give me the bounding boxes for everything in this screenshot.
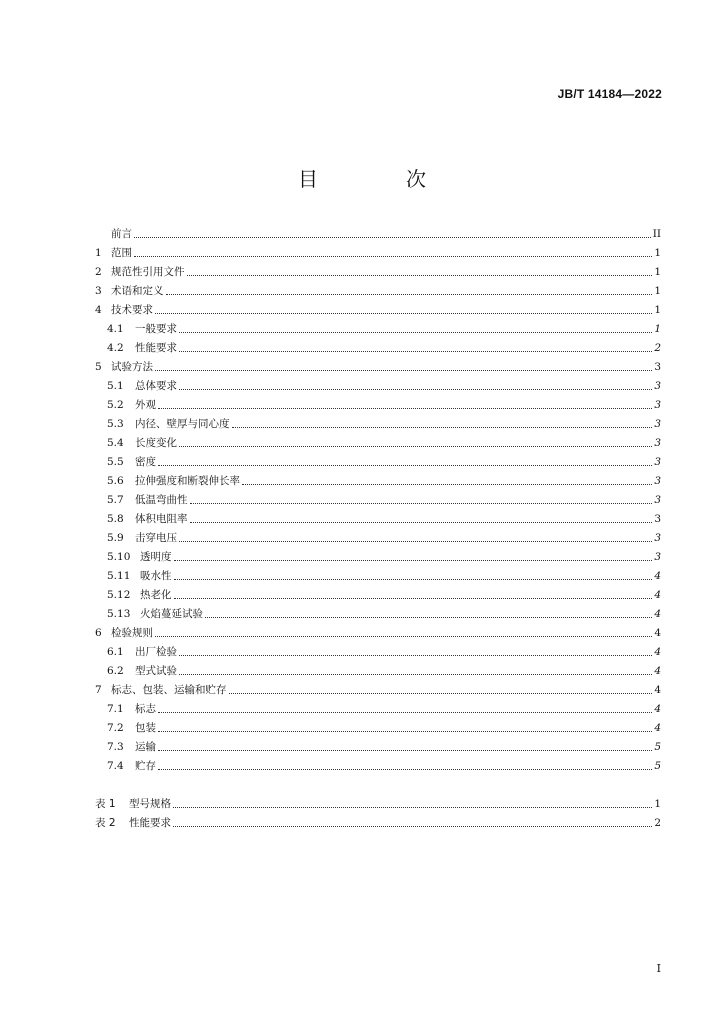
- toc-entry[interactable]: [95, 222, 661, 241]
- toc-entry-title: 标志: [135, 703, 156, 715]
- toc-entry[interactable]: [95, 317, 661, 336]
- dot-leader: [179, 446, 652, 447]
- toc-entry-number: 表 1: [95, 798, 116, 810]
- toc-entry-title: 击穿电压: [135, 532, 177, 544]
- toc-entry[interactable]: [95, 678, 661, 697]
- dot-leader: [179, 655, 652, 656]
- toc-entry-page: 3: [654, 532, 661, 544]
- toc-entry-title: 标志、包装、运输和贮存: [111, 684, 227, 696]
- toc-entry-page: 3: [654, 475, 661, 487]
- toc-entry-number: 4: [95, 304, 102, 316]
- toc-entry-title: 内径、壁厚与同心度: [135, 418, 230, 430]
- toc-entry-number: 5.3: [107, 418, 124, 430]
- toc-entry-title: 运输: [135, 741, 156, 753]
- toc-entry-page: 5: [654, 741, 661, 753]
- dot-leader: [242, 484, 652, 485]
- toc-entry-number: 5.8: [107, 513, 124, 525]
- dot-leader: [158, 750, 652, 751]
- toc-entry-page: 3: [654, 361, 661, 373]
- toc-entry[interactable]: [95, 697, 661, 716]
- dot-leader: [174, 579, 653, 580]
- toc-entry-number: 6.2: [107, 665, 124, 677]
- dot-leader: [179, 332, 652, 333]
- toc-entry-page: 4: [654, 722, 661, 734]
- toc-entry-page: 2: [654, 342, 661, 354]
- dot-leader: [158, 769, 652, 770]
- toc-entry[interactable]: [95, 507, 661, 526]
- toc-entry-page: 3: [654, 513, 661, 525]
- dot-leader: [190, 503, 653, 504]
- dot-leader: [155, 313, 652, 314]
- toc-entry-page: 3: [654, 551, 661, 563]
- toc-entry-title: 火焰蔓延试验: [140, 608, 203, 620]
- dot-leader: [179, 674, 652, 675]
- toc-entry-number: 6: [95, 627, 102, 639]
- toc-entry-number: 4.1: [107, 323, 124, 335]
- toc-entry-page: 1: [654, 247, 661, 259]
- toc-entry-title: 外观: [135, 399, 156, 411]
- dot-leader: [173, 826, 652, 827]
- toc-entry-title: 包装: [135, 722, 156, 734]
- toc-entry-number: 7.2: [107, 722, 124, 734]
- toc-entry-title: 技术要求: [111, 304, 153, 316]
- toc-entry-title: 总体要求: [135, 380, 177, 392]
- toc-entry[interactable]: [95, 602, 661, 621]
- dot-leader: [134, 256, 652, 257]
- toc-entry-title: 术语和定义: [111, 285, 164, 297]
- page-number: I: [656, 962, 661, 975]
- toc-entry[interactable]: [95, 526, 661, 545]
- toc-entry-title: 型号规格: [129, 798, 171, 810]
- toc-entry[interactable]: [95, 545, 661, 564]
- dot-leader: [166, 294, 653, 295]
- toc-entry[interactable]: [95, 640, 661, 659]
- toc-entry-page: 4: [654, 703, 661, 715]
- toc-entry-number: 5: [95, 361, 102, 373]
- dot-leader: [232, 427, 653, 428]
- toc-entry-page: 1: [654, 798, 661, 810]
- toc-entry[interactable]: [95, 336, 661, 355]
- toc-entry-title: 低温弯曲性: [135, 494, 188, 506]
- toc-entry-number: 5.4: [107, 437, 124, 449]
- toc-entry-number: 7.4: [107, 760, 124, 772]
- toc-entry-title: 范围: [111, 247, 132, 259]
- dot-leader: [158, 712, 652, 713]
- dot-leader: [158, 731, 652, 732]
- toc-entry-title: 透明度: [140, 551, 172, 563]
- toc-entry[interactable]: [95, 279, 661, 298]
- toc-entry-page: 4: [654, 684, 661, 696]
- toc-entry-number: 5.7: [107, 494, 124, 506]
- toc-entry-page: 4: [654, 589, 661, 601]
- page-title: 目 次: [298, 167, 460, 191]
- toc-entry[interactable]: [95, 792, 661, 811]
- toc-entry[interactable]: [95, 754, 661, 773]
- toc-entry-number: 5.10: [107, 551, 131, 563]
- toc-entry-page: 5: [654, 760, 661, 772]
- toc-entry-title: 贮存: [135, 760, 156, 772]
- toc-entry-number: 5.11: [107, 570, 131, 582]
- toc-entry-number: 6.1: [107, 646, 124, 658]
- toc-entry-number: 7: [95, 684, 102, 696]
- toc-entry-title: 检验规则: [111, 627, 153, 639]
- toc-entry-page: 1: [654, 266, 661, 278]
- toc-entry-number: 5.5: [107, 456, 124, 468]
- toc-entry[interactable]: [95, 621, 661, 640]
- toc-entry-number: 5.12: [107, 589, 131, 601]
- dot-leader: [179, 541, 652, 542]
- toc-entry-page: 3: [654, 399, 661, 411]
- toc-entry[interactable]: [95, 488, 661, 507]
- toc-entry-title: 试验方法: [111, 361, 153, 373]
- toc-entry-title: 体积电阻率: [135, 513, 188, 525]
- toc-entry-page: 4: [654, 646, 661, 658]
- toc-entry-title: 前言: [111, 228, 132, 240]
- dot-leader: [205, 617, 652, 618]
- toc-entry[interactable]: [95, 393, 661, 412]
- toc-entry[interactable]: [95, 450, 661, 469]
- toc-entry-number: 5.9: [107, 532, 124, 544]
- toc-entry-title: 性能要求: [129, 817, 171, 829]
- toc-entry-page: 4: [654, 627, 661, 639]
- dot-leader: [187, 275, 653, 276]
- toc-entry[interactable]: [95, 583, 661, 602]
- toc-entry-title: 拉伸强度和断裂伸长率: [135, 475, 240, 487]
- dot-leader: [174, 598, 653, 599]
- dot-leader: [158, 465, 652, 466]
- toc-entry-number: 4.2: [107, 342, 124, 354]
- toc-entry-page: 4: [654, 570, 661, 582]
- toc-entry-number: 5.2: [107, 399, 124, 411]
- toc-entry[interactable]: [95, 735, 661, 754]
- toc-entry-page: 4: [654, 608, 661, 620]
- toc-entry[interactable]: [95, 431, 661, 450]
- toc-entry-page: 3: [654, 380, 661, 392]
- toc-entry[interactable]: [95, 241, 661, 260]
- dot-leader: [173, 807, 652, 808]
- dot-leader: [179, 389, 652, 390]
- dot-leader: [155, 370, 652, 371]
- toc-entry-number: 7.3: [107, 741, 124, 753]
- table-list: [95, 792, 661, 830]
- dot-leader: [134, 237, 651, 238]
- toc-entry-number: 5.1: [107, 380, 124, 392]
- toc-entry[interactable]: [95, 412, 661, 431]
- dot-leader: [190, 522, 653, 523]
- toc-entry-title: 热老化: [140, 589, 172, 601]
- standard-number: JB/T 14184—2022: [557, 87, 662, 101]
- toc-entry-page: 1: [654, 323, 661, 335]
- toc-entry-number: 3: [95, 285, 102, 297]
- toc-entry-number: 5.13: [107, 608, 131, 620]
- toc-entry-page: 2: [654, 817, 661, 829]
- toc-entry-title: 长度变化: [135, 437, 177, 449]
- toc-entry-page: 4: [654, 665, 661, 677]
- toc-entry-page: 3: [654, 437, 661, 449]
- toc-entry-number: 7.1: [107, 703, 124, 715]
- toc-entry-number: 5.6: [107, 475, 124, 487]
- toc-entry[interactable]: [95, 659, 661, 678]
- dot-leader: [174, 560, 653, 561]
- toc-spacer: [95, 773, 661, 792]
- toc-entry-page: II: [652, 228, 661, 240]
- toc-entry[interactable]: [95, 260, 661, 279]
- toc-entry-number: 表 2: [95, 817, 116, 829]
- toc-entry-page: 3: [654, 456, 661, 468]
- toc-entry[interactable]: [95, 716, 661, 735]
- toc-entry-title: 密度: [135, 456, 156, 468]
- toc-entry[interactable]: [95, 355, 661, 374]
- table-of-contents: [95, 222, 661, 830]
- toc-entry-number: 2: [95, 266, 102, 278]
- toc-entry-title: 型式试验: [135, 665, 177, 677]
- toc-entry-title: 出厂检验: [135, 646, 177, 658]
- toc-entry-title: 一般要求: [135, 323, 177, 335]
- toc-entry-page: 1: [654, 285, 661, 297]
- dot-leader: [158, 408, 652, 409]
- toc-entry-title: 规范性引用文件: [111, 266, 185, 278]
- dot-leader: [155, 636, 652, 637]
- toc-entry-page: 3: [654, 494, 661, 506]
- toc-entry[interactable]: [95, 811, 661, 830]
- toc-entry[interactable]: [95, 374, 661, 393]
- toc-entry-number: 1: [95, 247, 102, 259]
- toc-entry-title: 性能要求: [135, 342, 177, 354]
- toc-entry-page: 3: [654, 418, 661, 430]
- toc-entry[interactable]: [95, 564, 661, 583]
- toc-entry[interactable]: [95, 298, 661, 317]
- dot-leader: [179, 351, 652, 352]
- toc-entry-page: 1: [654, 304, 661, 316]
- toc-entries: [95, 222, 661, 773]
- toc-entry-title: 吸水性: [140, 570, 172, 582]
- dot-leader: [229, 693, 653, 694]
- toc-entry[interactable]: [95, 469, 661, 488]
